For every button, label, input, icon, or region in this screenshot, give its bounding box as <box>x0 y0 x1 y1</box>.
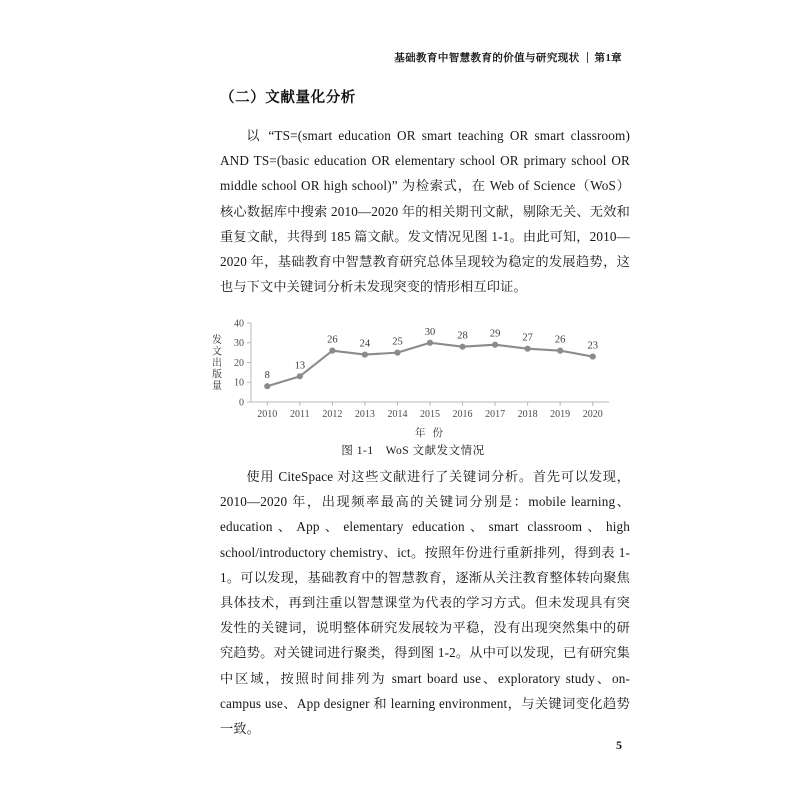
y-tick-label: 20 <box>234 357 244 369</box>
data-point <box>427 340 433 346</box>
x-axis-title: 年 份 <box>415 427 445 438</box>
data-label: 8 <box>264 370 270 382</box>
data-label: 29 <box>489 328 501 340</box>
x-tick-label: 2020 <box>582 409 603 420</box>
body-column-bottom <box>220 464 630 741</box>
data-label: 27 <box>522 332 533 344</box>
data-point <box>492 342 498 348</box>
y-axis-title-char: 发 <box>212 335 222 346</box>
data-point <box>362 352 368 358</box>
section-heading: （二）文献量化分析 <box>220 90 356 106</box>
body-column-top <box>220 86 630 299</box>
x-tick-label: 2015 <box>420 409 440 420</box>
data-label: 26 <box>327 334 338 346</box>
x-tick-label: 2011 <box>289 409 310 420</box>
x-tick-label: 2016 <box>452 409 473 420</box>
data-label: 24 <box>359 338 371 350</box>
x-tick-label: 2014 <box>387 409 408 420</box>
running-head-title: 基础教育中智慧教育的价值与研究现状 <box>394 53 580 64</box>
chart-svg <box>203 303 623 438</box>
data-point <box>329 348 335 354</box>
y-tick-label: 10 <box>234 377 244 389</box>
y-axis-title-char: 量 <box>212 381 222 392</box>
y-tick-label: 0 <box>239 397 244 409</box>
data-label: 23 <box>587 340 598 352</box>
x-tick-label: 2013 <box>354 409 375 420</box>
figure-caption <box>203 442 623 458</box>
data-label: 30 <box>424 326 436 338</box>
x-tick-label: 2017 <box>485 409 506 420</box>
x-tick-label: 2010 <box>257 409 278 420</box>
figure-caption-label: 图 1-1 <box>341 445 374 457</box>
data-label: 26 <box>554 334 566 346</box>
running-head-chapter: 第1章 <box>594 53 622 64</box>
data-point <box>525 346 531 352</box>
data-point <box>590 353 596 359</box>
x-tick-label: 2012 <box>322 409 343 420</box>
line-chart <box>203 303 623 438</box>
x-tick-label: 2018 <box>517 409 538 420</box>
running-head-divider <box>587 52 588 63</box>
figure-caption-text: WoS 文献发文情况 <box>385 445 485 457</box>
data-point <box>394 350 400 356</box>
series-line <box>264 343 592 386</box>
y-axis-title-char: 版 <box>212 369 222 381</box>
data-point <box>264 383 270 389</box>
data-point <box>459 344 465 350</box>
data-label: 13 <box>294 360 306 372</box>
data-label: 28 <box>457 330 468 342</box>
y-tick-label: 40 <box>234 318 244 330</box>
y-tick-label: 30 <box>234 338 244 350</box>
paragraph-2: 使用 CiteSpace 对这些文献进行了关键词分析。首先可以发现，2010—2020 年，出现频率最高的关键词分别是：mobile learning、education、App、elementary education、smart classroom、high school/introductory chemistry、ict。按照年份进行重新排列，得到表 1-1。可以发现，基础教育中的智慧教育，逐渐从关注教育整体转向聚焦具体技术，再到注重以智慧课堂为代表的学习方式。但未发现具有突发性的关键词，说明整体研究发展较为平稳，没有出现突然集中的研究趋势。对关键词进行聚类，得到图 1-2。从中可以发现，已有研究集中区域，按照时间排列为 smart board use、exploratory study、on-campus use、App designer 和 learning environment，与关键词变化趋势一致。 <box>220 469 630 737</box>
y-axis-title-char: 文 <box>212 346 222 358</box>
figure-1-1 <box>203 303 623 458</box>
data-label: 25 <box>392 336 403 348</box>
paragraph-1: 以 “TS=(smart education OR smart teaching OR smart classroom) AND TS=(basic education OR elementary school OR primary school OR middle school OR high school)” 为检索式，在 Web of Science（WoS）核心数据库中搜索 2010—2020 年的相关期刊文献，剔除无关、无效和重复文献，共得到 185 篇文献。发文情况见图 1-1。由此可知，2010—2020 年，基础教育中智慧教育研究总体呈现较为稳定的发展趋势，这也与下文中关键词分析未发现突变的情形相互印证。 <box>220 128 630 295</box>
x-tick-label: 2019 <box>550 409 571 420</box>
data-point <box>297 373 303 379</box>
y-axis-title-char: 出 <box>212 358 222 369</box>
data-point <box>557 348 563 354</box>
page-number: 5 <box>616 738 622 752</box>
running-head <box>394 50 622 65</box>
